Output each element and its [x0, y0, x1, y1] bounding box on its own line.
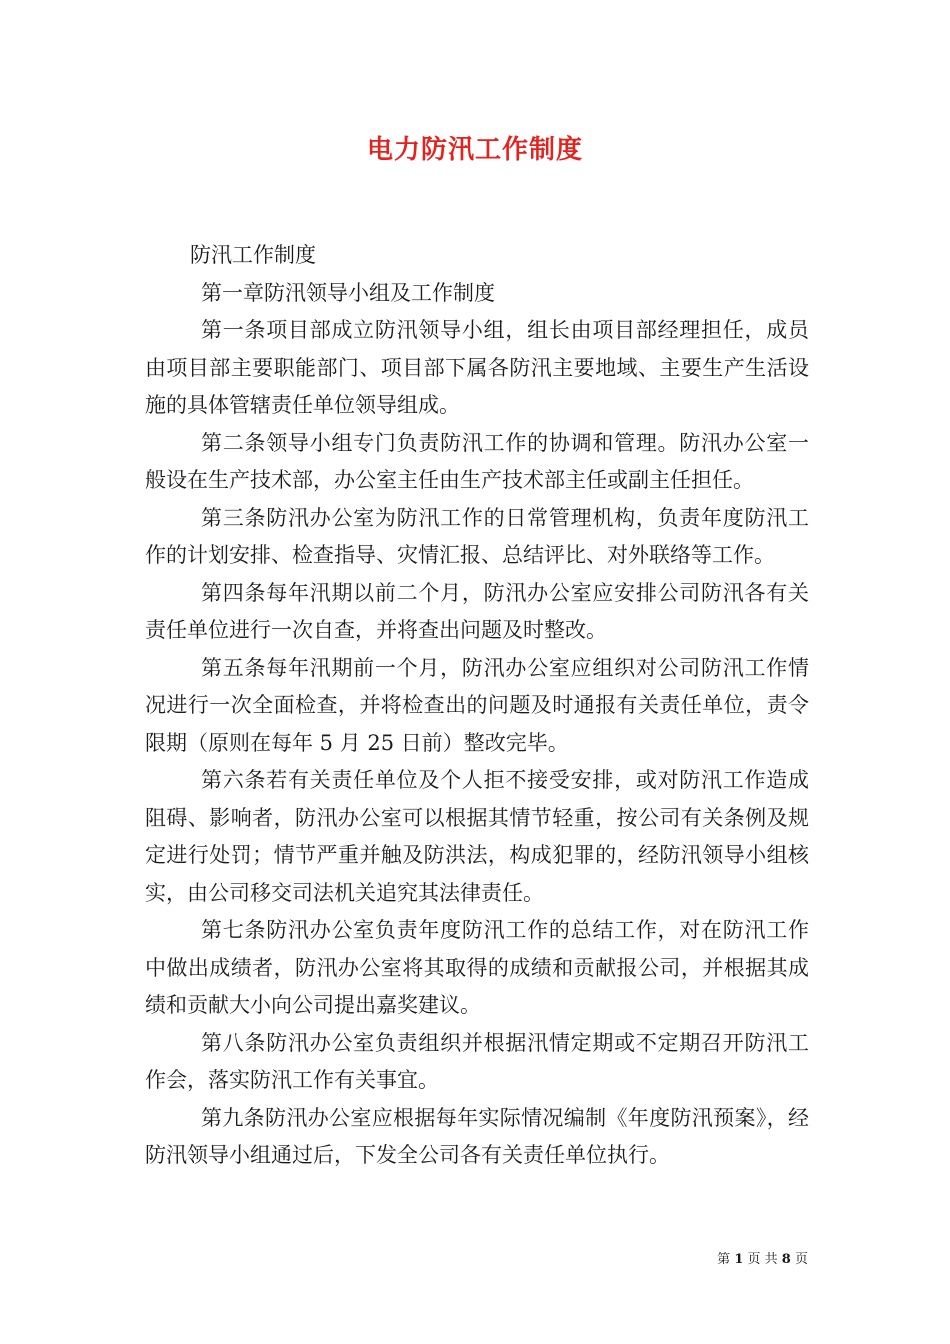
page-suffix: 页: [794, 1252, 808, 1267]
page-mid: 页 共: [747, 1252, 778, 1267]
page-prefix: 第: [717, 1252, 731, 1267]
paragraph-article-6: 第六条若有关责任单位及个人拒不接受安排，或对防汛工作造成阻碍、影响者，防汛办公室可以根据其情节轻重，按公司有关条例及规定进行处罚；情节严重并触及防洪法，构成犯罪的，经防汛领导小组核实，由公司移交司法机关追究其法律责任。: [145, 768, 809, 905]
paragraph-article-4: 第四条每年汛期以前二个月，防汛办公室应安排公司防汛各有关责任单位进行一次自查，并将查出问题及时整改。: [145, 580, 809, 642]
paragraph-article-7: 第七条防汛办公室负责年度防汛工作的总结工作，对在防汛工作中做出成绩者，防汛办公室将其取得的成绩和贡献报公司，并根据其成绩和贡献大小向公司提出嘉奖建议。: [145, 918, 809, 1017]
paragraph-article-1: 第一条项目部成立防汛领导小组，组长由项目部经理担任，成员由项目部主要职能部门、项目部下属各防汛主要地域、主要生产生活设施的具体管辖责任单位领导组成。: [145, 318, 809, 417]
paragraph-heading: 防汛工作制度: [190, 243, 316, 267]
total-page-number: 8: [781, 1252, 791, 1267]
document-title: 电力防汛工作制度: [366, 135, 583, 165]
paragraph-article-5: 第五条每年汛期前一个月，防汛办公室应组织对公司防汛工作情况进行一次全面检查，并将检查出的问题及时通报有关责任单位，责令限期（原则在每年 5 月 25 日前）整改完毕。: [145, 655, 809, 755]
current-page-number: 1: [734, 1252, 744, 1267]
paragraph-article-8: 第八条防汛办公室负责组织并根据汛情定期或不定期召开防汛工作会，落实防汛工作有关事宜。: [145, 1030, 809, 1092]
document-body: [145, 237, 809, 1175]
paragraph-article-3: 第三条防汛办公室为防汛工作的日常管理机构，负责年度防汛工作的计划安排、检查指导、灾情汇报、总结评比、对外联络等工作。: [145, 505, 809, 567]
page-number-footer: [717, 1248, 808, 1267]
paragraph-chapter-1: 第一章防汛领导小组及工作制度: [201, 280, 495, 305]
paragraph-article-9: 第九条防汛办公室应根据每年实际情况编制《年度防汛预案》，经防汛领导小组通过后，下发全公司各有关责任单位执行。: [145, 1105, 809, 1167]
paragraph-article-2: 第二条领导小组专门负责防汛工作的协调和管理。防汛办公室一般设在生产技术部，办公室主任由生产技术部主任或副主任担任。: [145, 430, 809, 492]
